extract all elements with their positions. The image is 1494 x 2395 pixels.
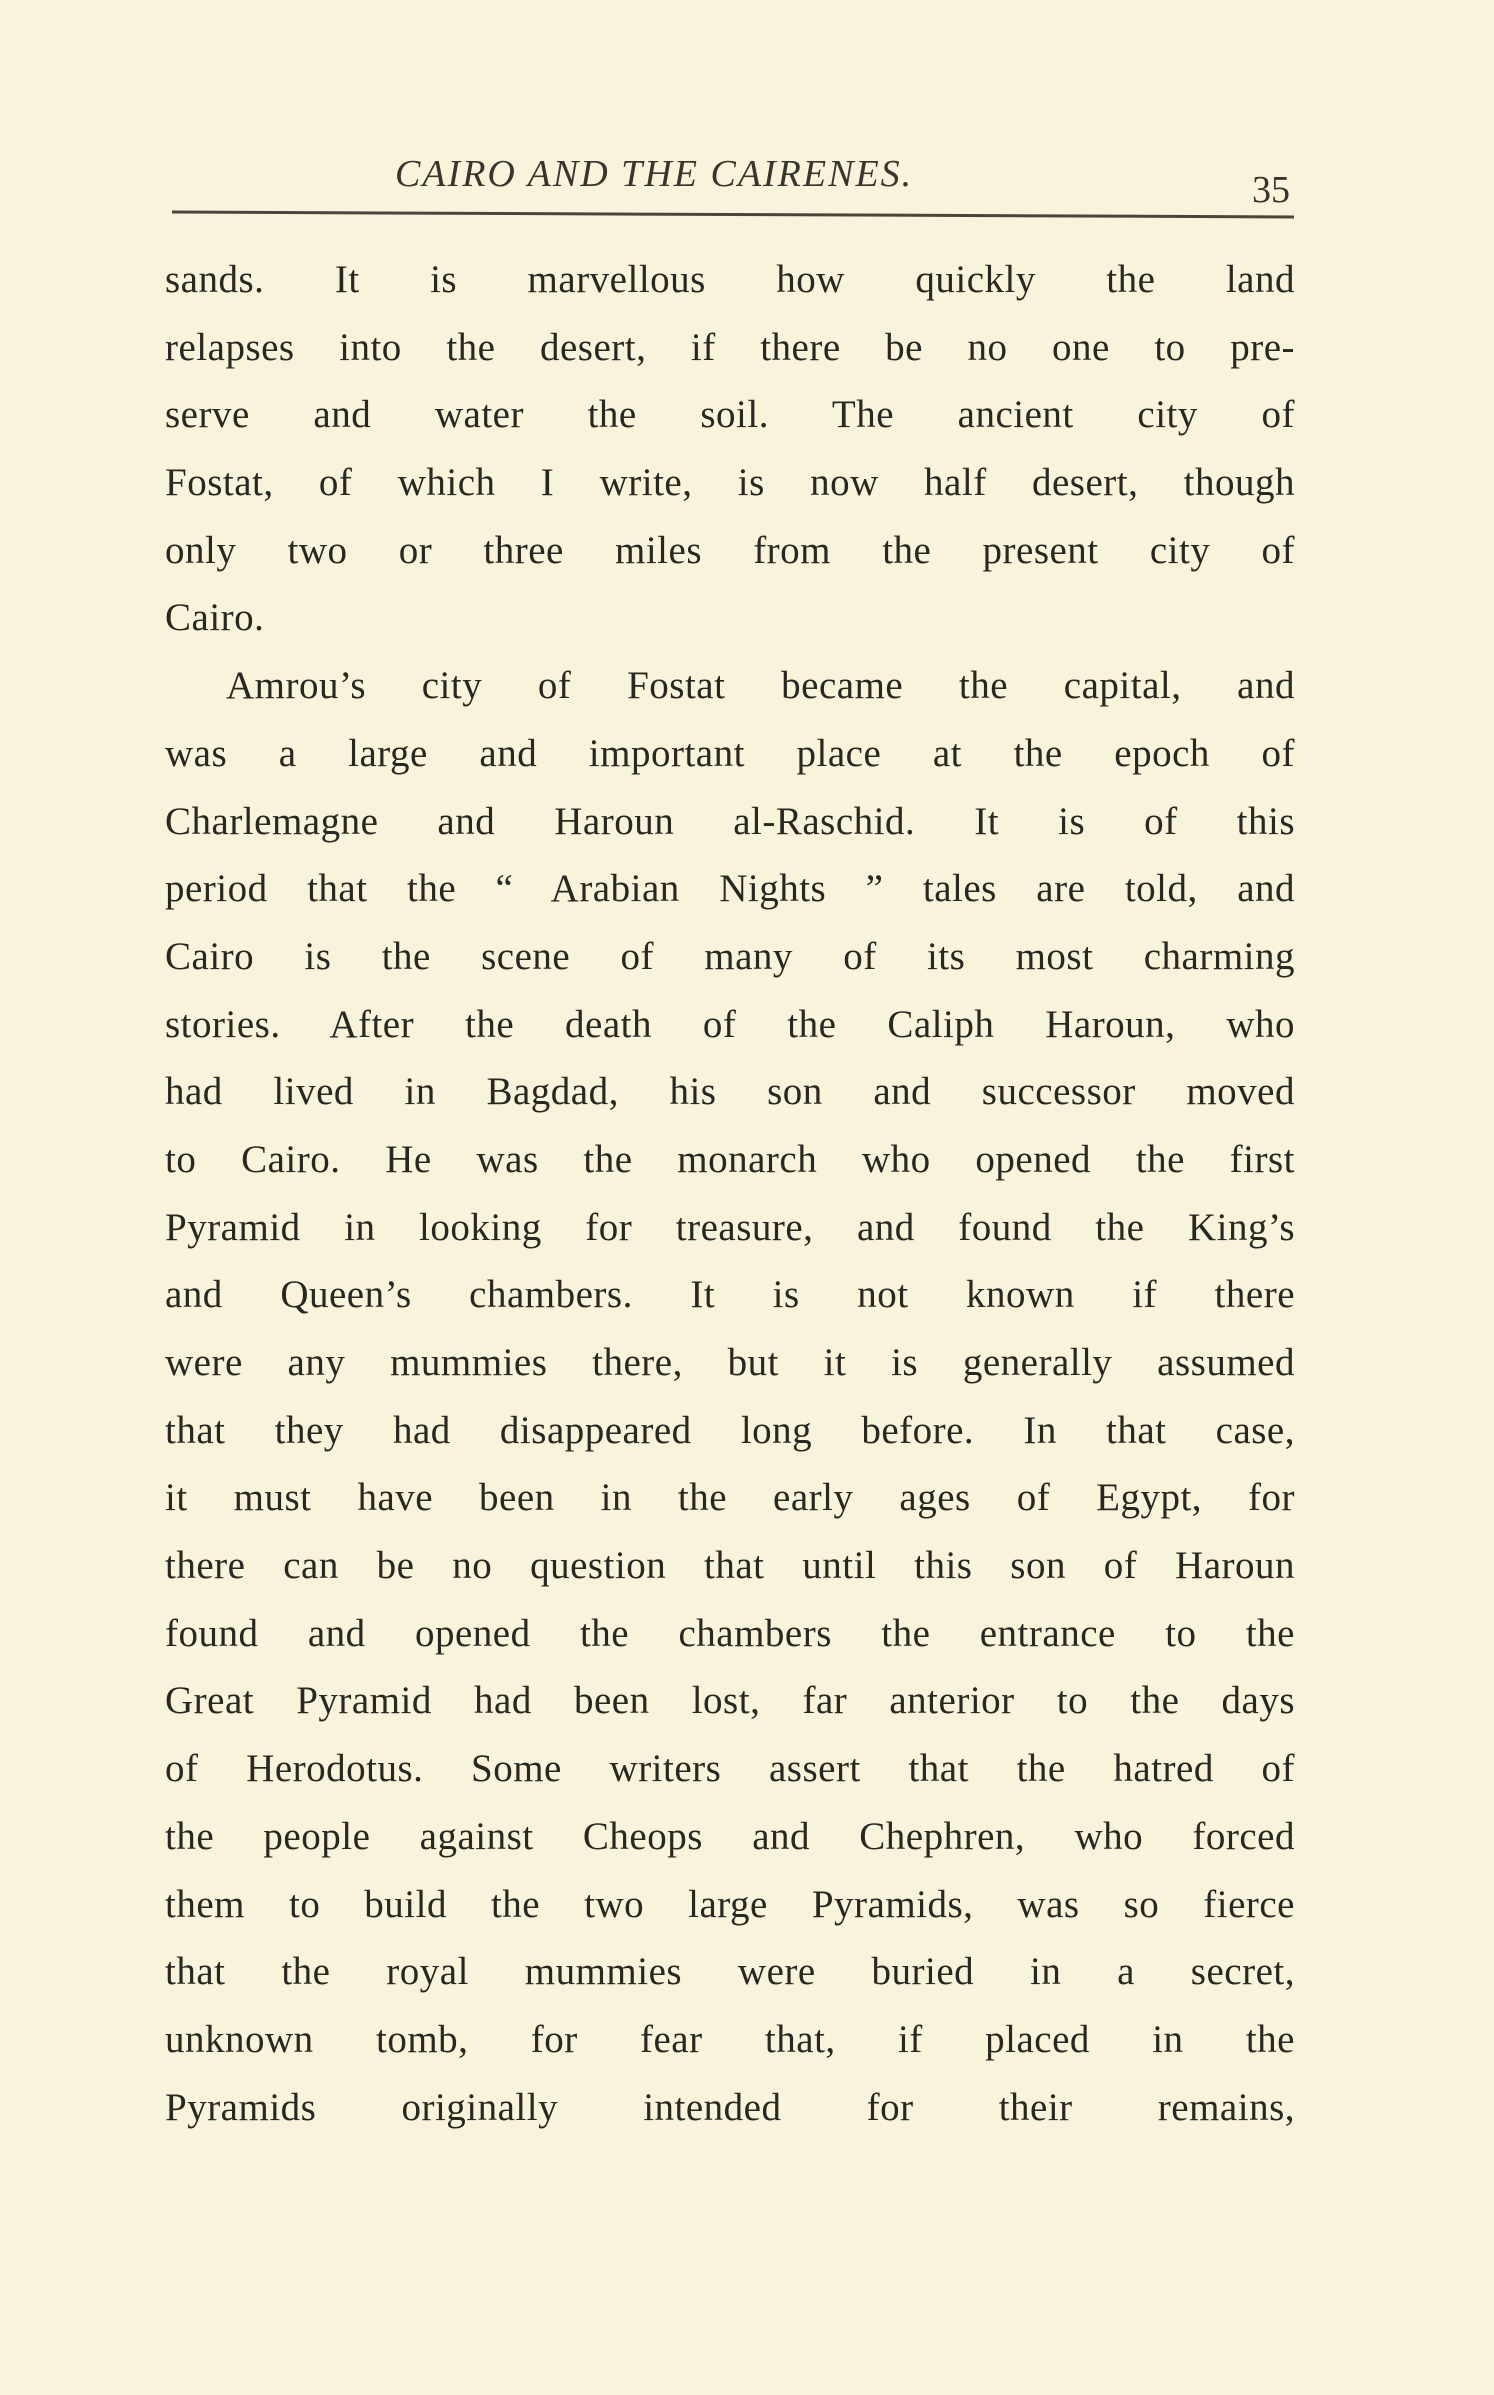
- text-line: period that the “ Arabian Nights ” tales are told, and: [165, 867, 1295, 911]
- text-line: Amrou’s city of Fostat became the capital, and: [226, 664, 1295, 708]
- text-line: sands. It is marvellous how quickly the land: [165, 258, 1295, 301]
- text-line: unknown tomb, for fear that, if placed in the: [165, 2017, 1295, 2061]
- running-title: CAIRO AND THE CAIRENES.: [395, 153, 914, 195]
- text-line: Cairo.: [165, 596, 265, 640]
- page-number: 35: [1252, 169, 1290, 211]
- text-line: relapses into the desert, if there be no one to pre-: [165, 325, 1295, 369]
- text-line: found and opened the chambers the entrance to the: [165, 1611, 1295, 1655]
- text-line: that the royal mummies were buried in a secret,: [165, 1950, 1295, 1994]
- text-line: Fostat, of which I write, is now half desert, though: [165, 461, 1295, 505]
- text-line: the people against Cheops and Chephren, who forced: [165, 1814, 1295, 1858]
- text-line: that they had disappeared long before. In that case,: [165, 1408, 1295, 1452]
- text-line: Cairo is the scene of many of its most charming: [165, 934, 1295, 978]
- text-line: and Queen’s chambers. It is not known if there: [165, 1273, 1295, 1317]
- text-line: to Cairo. He was the monarch who opened the first: [165, 1137, 1295, 1181]
- text-line: only two or three miles from the present city of: [165, 528, 1295, 572]
- text-line: had lived in Bagdad, his son and successor moved: [165, 1070, 1295, 1114]
- text-line: it must have been in the early ages of Egypt, for: [165, 1476, 1295, 1520]
- body-text: [165, 246, 1295, 2141]
- text-line: Charlemagne and Haroun al-Raschid. It is of this: [165, 799, 1295, 843]
- text-line: serve and water the soil. The ancient city of: [165, 393, 1295, 437]
- text-line: of Herodotus. Some writers assert that the hatred of: [165, 1747, 1295, 1791]
- text-line: stories. After the death of the Caliph Haroun, who: [165, 1002, 1295, 1046]
- text-line: Pyramids originally intended for their remains,: [165, 2085, 1295, 2129]
- header-rule: [172, 211, 1294, 219]
- text-line: Pyramid in looking for treasure, and found the King’s: [165, 1205, 1295, 1249]
- text-line: them to build the two large Pyramids, was so fierce: [165, 1882, 1295, 1926]
- text-line: there can be no question that until this son of Haroun: [165, 1544, 1295, 1588]
- text-line: was a large and important place at the epoch of: [165, 731, 1295, 775]
- text-line: Great Pyramid had been lost, far anterior to the days: [165, 1679, 1295, 1723]
- text-line: were any mummies there, but it is generally assumed: [165, 1341, 1295, 1384]
